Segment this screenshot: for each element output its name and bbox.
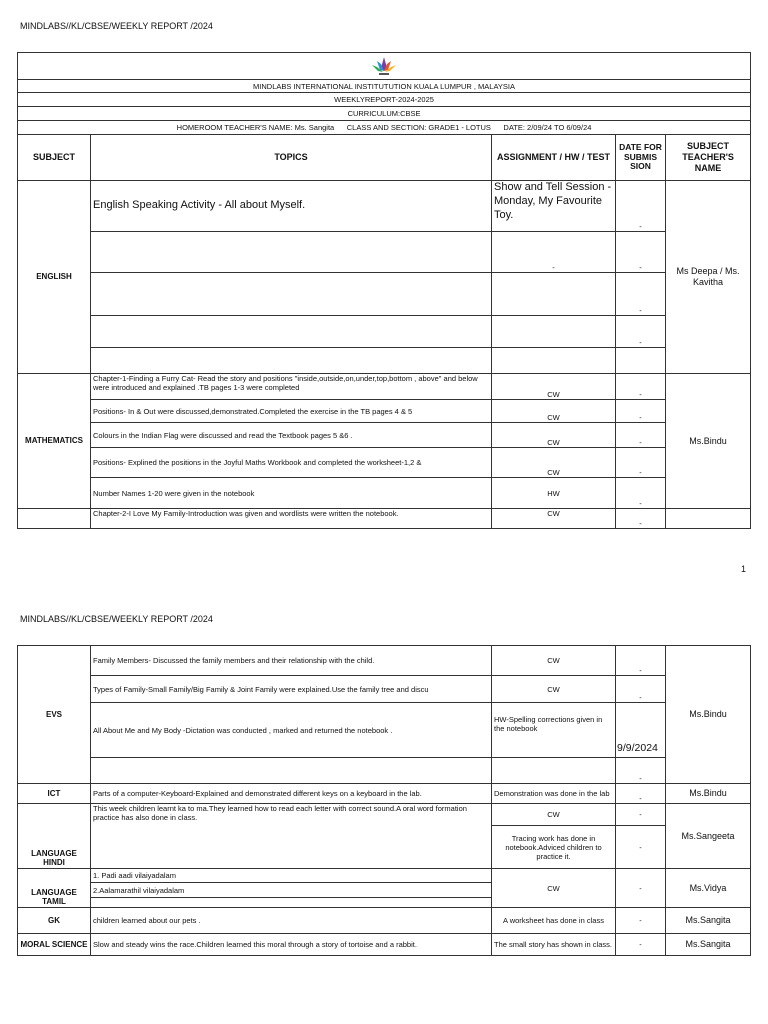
- subject-tamil: LANGUAGE TAMIL: [18, 869, 91, 908]
- english-assignment-empty: [492, 273, 616, 316]
- subject-hindi: LANGUAGE HINDI: [18, 804, 91, 869]
- col-subject: SUBJECT: [18, 135, 91, 181]
- tamil-topic-1: 1. Padi aadi vilaiyadalam: [91, 869, 492, 883]
- english-date-2: -: [616, 232, 666, 273]
- ict-assignment: Demonstration was done in the lab: [492, 784, 616, 804]
- hindi-assignment-2: Tracing work has done in notebook.Adviced children to practice it.: [492, 826, 616, 869]
- evs-assignment: CW: [492, 509, 616, 529]
- moral-teacher: Ms.Sangita: [666, 934, 751, 956]
- maths-topic: Positions- In & Out were discussed,demonstrated.Completed the exercise in the TB pages 4 & 5: [91, 400, 492, 423]
- maths-topic: Positions- Explined the positions in the Joyful Maths Workbook and completed the worksheet-1,2 &: [91, 448, 492, 478]
- moral-assignment: The small story has shown in class.: [492, 934, 616, 956]
- page1-header: MINDLABS//KL/CBSE/WEEKLY REPORT /2024: [20, 21, 213, 31]
- col-assignment: ASSIGNMENT / HW / TEST: [492, 135, 616, 181]
- gk-date: -: [616, 908, 666, 934]
- tamil-date: -: [616, 869, 666, 908]
- english-assignment-2: -: [492, 232, 616, 273]
- evs-date: -: [616, 509, 666, 529]
- maths-date: -: [616, 400, 666, 423]
- english-topic-empty: [91, 316, 492, 348]
- hindi-date-2: -: [616, 826, 666, 869]
- english-date-empty: [616, 348, 666, 374]
- evs-topic: Family Members- Discussed the family members and their relationship with the child.: [91, 646, 492, 676]
- maths-topic: Colours in the Indian Flag were discussed and read the Textbook pages 5 &6 .: [91, 423, 492, 448]
- english-assignment-empty: [492, 348, 616, 374]
- tamil-assignment: CW: [492, 869, 616, 908]
- moral-topic: Slow and steady wins the race.Children learned this moral through a story of tortoise and a rabbit.: [91, 934, 492, 956]
- col-topics: TOPICS: [91, 135, 492, 181]
- maths-assignment: CW: [492, 448, 616, 478]
- evs-date: -: [616, 676, 666, 703]
- english-topic-empty: [91, 348, 492, 374]
- ict-teacher: Ms.Bindu: [666, 784, 751, 804]
- subject-evs: EVS: [18, 646, 91, 784]
- ict-topic: Parts of a computer-Keyboard-Explained and demonstrated different keys on a keyboard in the lab.: [91, 784, 492, 804]
- maths-assignment: CW: [492, 374, 616, 400]
- hindi-assignment: CW: [492, 804, 616, 826]
- logo-cell: [18, 53, 751, 80]
- tamil-teacher: Ms.Vidya: [666, 869, 751, 908]
- english-date-4: -: [616, 316, 666, 348]
- school-name: MINDLABS INTERNATIONAL INSTITUTUTION KUALA LUMPUR , MALAYSIA: [18, 80, 751, 93]
- maths-assignment: HW: [492, 478, 616, 509]
- school-logo-icon: [371, 55, 397, 77]
- report-table-page2: [17, 645, 751, 956]
- curriculum: CURRICULUM:CBSE: [18, 107, 751, 121]
- evs-assignment: HW-Spelling corrections given in the notebook: [492, 703, 616, 758]
- maths-date: -: [616, 478, 666, 509]
- english-date-3: -: [616, 273, 666, 316]
- english-assignment-empty: [492, 316, 616, 348]
- maths-teacher: Ms.Bindu: [666, 374, 751, 509]
- tamil-topic-2: 2.Aalamarathil vilaiyadalam: [91, 883, 492, 898]
- english-date: -: [616, 181, 666, 232]
- evs-topic: Chapter-2-I Love My Family-Introduction was given and wordlists were written the notebook.: [91, 509, 492, 529]
- maths-topic: Chapter-1-Finding a Furry Cat- Read the story and positions "inside,outside,on,under,top,bottom , above" and below were introduced and explained .TB pages 1-3 were completed: [91, 374, 492, 400]
- english-teacher: Ms Deepa / Ms. Kavitha: [666, 181, 751, 374]
- evs-topic: All About Me and My Body -Dictation was conducted , marked and returned the notebook .: [91, 703, 492, 758]
- maths-assignment: CW: [492, 400, 616, 423]
- moral-date: -: [616, 934, 666, 956]
- page-number: 1: [740, 564, 746, 574]
- subject-mathematics: MATHEMATICS: [18, 374, 91, 509]
- subject-english: ENGLISH: [18, 181, 91, 374]
- col-date: DATE FOR SUBMIS SION: [616, 135, 666, 181]
- hindi-date: -: [616, 804, 666, 826]
- tamil-topic-empty: [91, 898, 492, 908]
- english-assignment: Show and Tell Session - Monday, My Favourite Toy.: [492, 181, 616, 232]
- english-topic-empty: [91, 232, 492, 273]
- evs-assignment: CW: [492, 646, 616, 676]
- evs-date: -: [616, 646, 666, 676]
- class-info: HOMEROOM TEACHER'S NAME: Ms. Sangita CLASS AND SECTION: GRADE1 - LOTUS DATE: 2/09/24 TO 6/09/24: [18, 121, 751, 135]
- evs-submission-date: 9/9/2024: [616, 703, 666, 758]
- maths-date: -: [616, 448, 666, 478]
- english-topic: English Speaking Activity - All about Myself.: [91, 181, 492, 232]
- hindi-topic: This week children learnt ka to ma.They learned how to read each letter with correct sound.A oral word formation practice has also done in class.: [91, 804, 492, 869]
- maths-date: -: [616, 374, 666, 400]
- report-table-page1: [17, 52, 751, 529]
- subject-ict: ICT: [18, 784, 91, 804]
- gk-teacher: Ms.Sangita: [666, 908, 751, 934]
- ict-date: -: [616, 784, 666, 804]
- gk-assignment: A worksheet has done in class: [492, 908, 616, 934]
- page1-table-area: [0, 52, 768, 534]
- evs-assignment: CW: [492, 676, 616, 703]
- maths-topic: Number Names 1-20 were given in the notebook: [91, 478, 492, 509]
- evs-assignment-empty: [492, 758, 616, 784]
- gk-topic: children learned about our pets .: [91, 908, 492, 934]
- subject-evs-continued: [18, 509, 91, 529]
- evs-teacher: Ms.Bindu: [666, 646, 751, 784]
- col-teacher: SUBJECT TEACHER'S NAME: [666, 135, 751, 181]
- page2-header: MINDLABS//KL/CBSE/WEEKLY REPORT /2024: [20, 614, 213, 624]
- subject-moral-science: MORAL SCIENCE: [18, 934, 91, 956]
- maths-assignment: CW: [492, 423, 616, 448]
- evs-topic: Types of Family-Small Family/Big Family & Joint Family were explained.Use the family tree and discu: [91, 676, 492, 703]
- subject-gk: GK: [18, 908, 91, 934]
- evs-date: -: [616, 758, 666, 784]
- english-topic-empty: [91, 273, 492, 316]
- maths-date: -: [616, 423, 666, 448]
- evs-topic-empty: [91, 758, 492, 784]
- report-title: WEEKLYREPORT-2024-2025: [18, 93, 751, 107]
- hindi-teacher: Ms.Sangeeta: [666, 804, 751, 869]
- evs-teacher-continued: [666, 509, 751, 529]
